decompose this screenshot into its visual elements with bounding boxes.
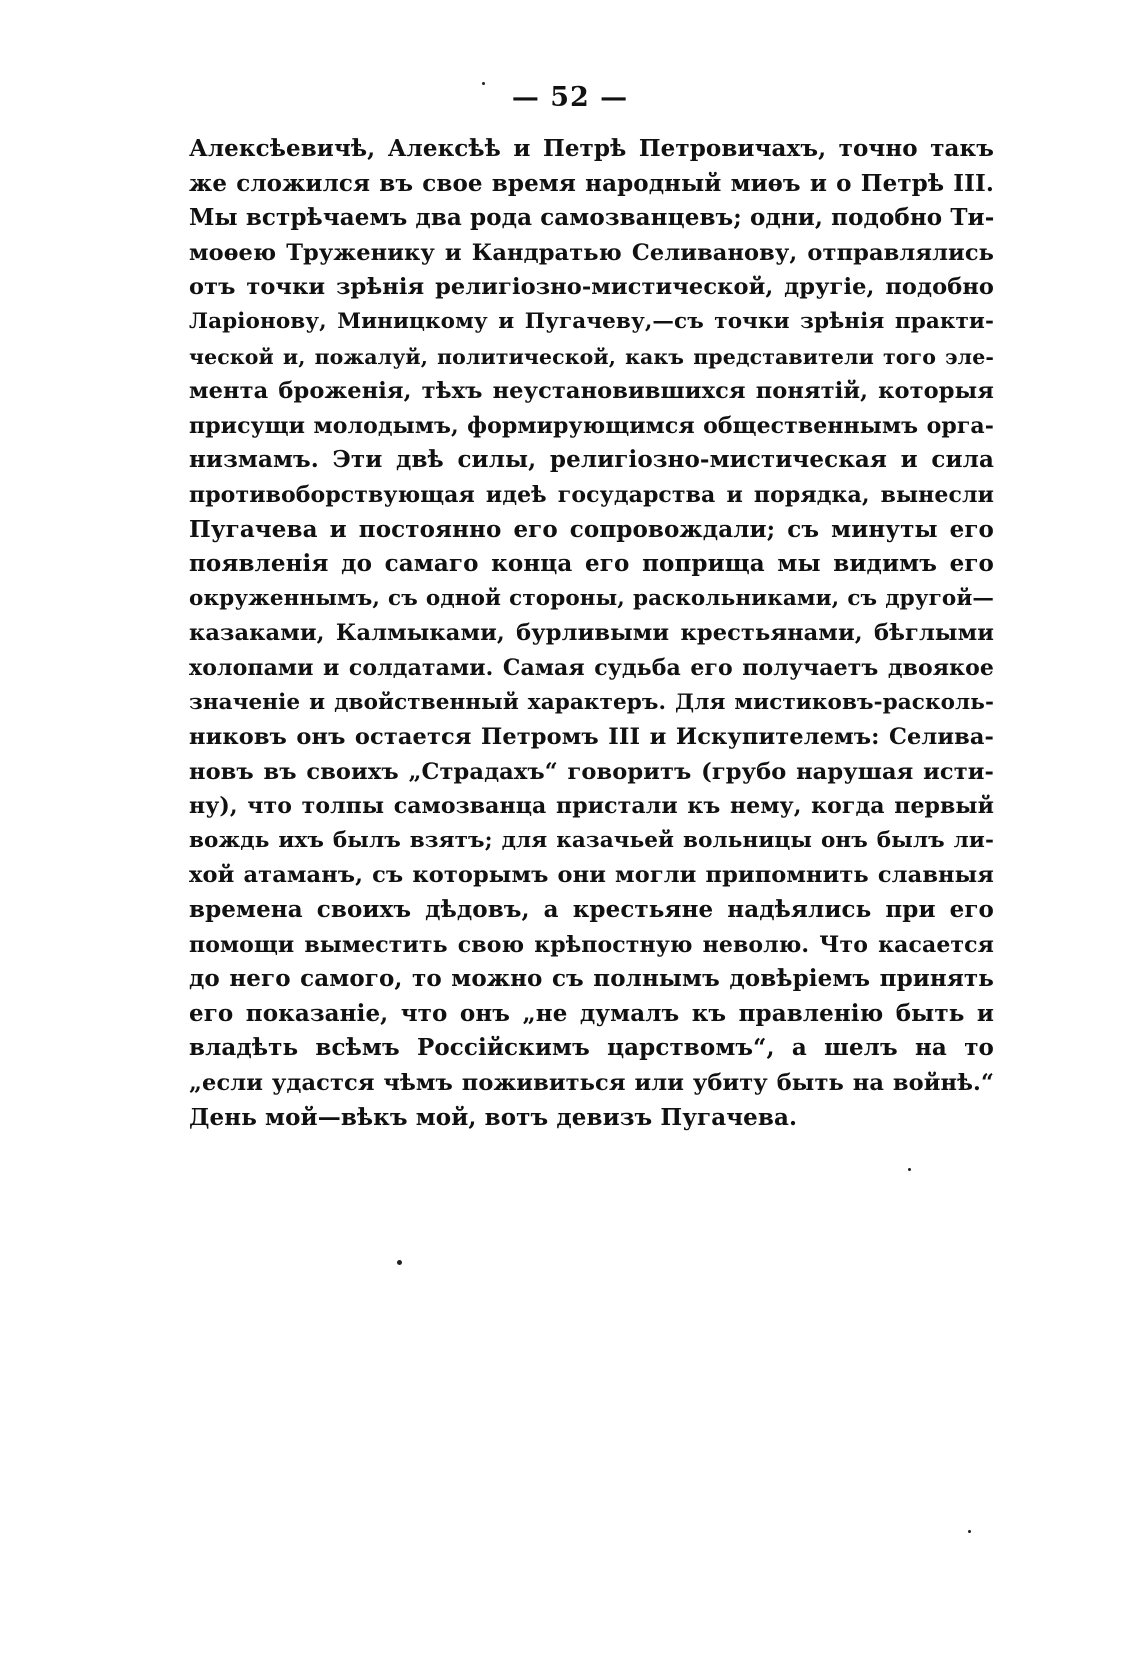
text-line: хой атаманъ, съ которымъ они могли припомнить славныя <box>189 862 994 889</box>
text-line: никовъ онъ остается Петромъ III и Искупителемъ: Селива- <box>189 724 994 751</box>
text-line: до него самого, то можно съ полнымъ довѣріемъ принять <box>189 965 994 993</box>
text-line: противоборствующая идеѣ государства и порядка, вынесли <box>189 481 994 508</box>
text-line: низмамъ. Эти двѣ силы, религіозно-мистическая и сила <box>189 446 994 474</box>
page-number: — 52 — <box>511 82 629 113</box>
text-line: холопами и солдатами. Самая судьба его получаетъ двоякое <box>189 654 994 681</box>
text-line: новъ въ своихъ „Страдахъ“ говоритъ (грубо нарушая исти- <box>189 758 994 785</box>
ink-speck <box>397 1260 402 1265</box>
text-line: Алексѣевичѣ, Алексѣѣ и Петрѣ Петровичахъ, точно такъ <box>189 135 994 162</box>
text-line: значеніе и двойственный характеръ. Для мистиковъ-расколь- <box>189 689 994 715</box>
text-line: отъ точки зрѣнія религіозно-мистической, другіе, подобно <box>189 274 994 301</box>
text-line: же сложился въ свое время народный миѳъ и о Петрѣ III. <box>189 169 994 197</box>
text-line: „если удастся чѣмъ поживиться или убиту быть на войнѣ.“ <box>189 1070 994 1097</box>
text-line: владѣть всѣмъ Россійскимъ царствомъ“, а шелъ на то <box>189 1034 994 1062</box>
text-line: присущи молодымъ, формирующимся общественнымъ орга- <box>189 412 994 439</box>
text-line: День мой—вѣкъ мой, вотъ девизъ Пугачева. <box>189 1103 798 1131</box>
text-line: появленія до самаго конца его поприща мы видимъ его <box>189 550 994 578</box>
text-line: мента броженія, тѣхъ неустановившихся понятій, которыя <box>189 378 994 405</box>
text-line: моѳею Труженику и Кандратью Селиванову, отправлялись <box>189 239 994 266</box>
text-line: его показаніе, что онъ „не думалъ къ правленію быть и <box>189 999 994 1027</box>
text-line: ну), что толпы самозванца пристали къ нему, когда первый <box>189 793 994 820</box>
text-line: окруженнымъ, съ одной стороны, раскольниками, съ другой— <box>189 585 994 611</box>
ink-speck <box>908 1168 911 1171</box>
text-line: казаками, Калмыками, бурливыми крестьянами, бѣглыми <box>189 620 994 647</box>
ink-speck <box>968 1530 971 1533</box>
text-line: времена своихъ дѣдовъ, а крестьяне надѣялись при его <box>189 896 994 924</box>
text-line: помощи выместить свою крѣпостную неволю. Что касается <box>189 931 994 958</box>
text-line: Пугачева и постоянно его сопровождали; съ минуты его <box>189 515 994 543</box>
ink-speck <box>482 82 485 85</box>
text-line: вождь ихъ былъ взятъ; для казачьей вольницы онъ былъ ли- <box>189 827 994 853</box>
text-line: Ларіонову, Миницкому и Пугачеву,—съ точки зрѣнія практи- <box>189 308 994 334</box>
text-line: ческой и, пожалуй, политической, какъ представители того эле- <box>189 344 994 369</box>
body-text <box>189 132 994 1135</box>
text-line: Мы встрѣчаемъ два рода самозванцевъ; одни, подобно Ти- <box>189 204 995 232</box>
